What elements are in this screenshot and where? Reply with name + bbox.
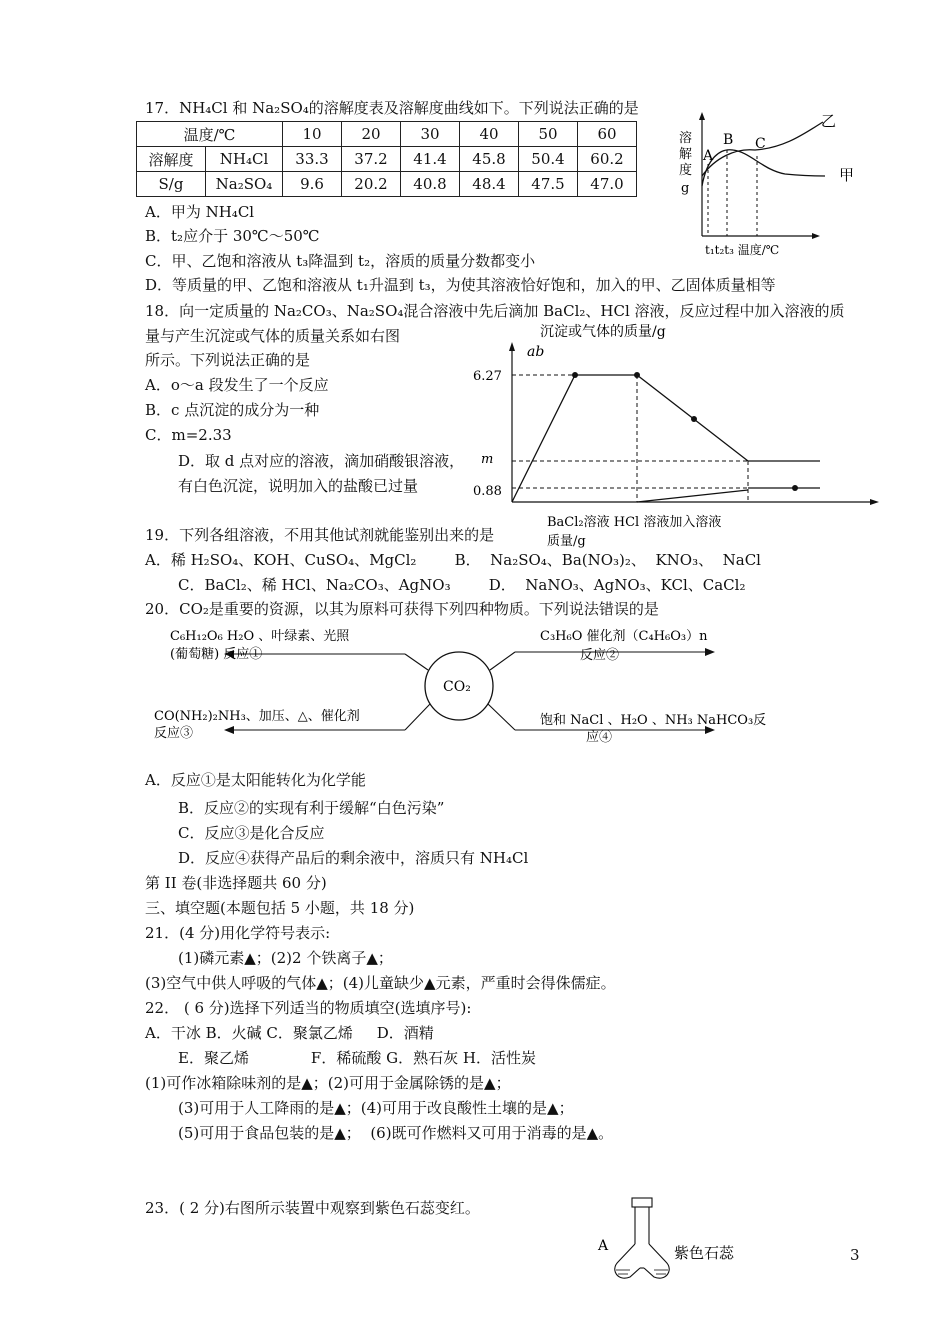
q18-option-d-1: D．取 d 点对应的溶液，滴加硝酸银溶液， — [178, 452, 465, 470]
table-temp: 30 — [401, 122, 460, 147]
y-tube-apparatus — [590, 1192, 760, 1292]
table-header-label: 温度/℃ — [137, 122, 283, 147]
q18-option-a: A．o～a 段发生了一个反应 — [145, 376, 329, 394]
solubility-table — [136, 121, 637, 197]
q18-option-d-2: 有白色沉淀，说明加入的盐酸已过量 — [178, 477, 419, 495]
q17-option-c: C．甲、乙饱和溶液从 t₃降温到 t₂，溶质的质量分数都变小 — [145, 252, 536, 270]
label-litmus: 紫色石蕊 — [674, 1244, 735, 1262]
table-temp: 10 — [283, 122, 342, 147]
q20-option-a: A．反应①是太阳能转化为化学能 — [145, 771, 366, 789]
table-temp: 20 — [342, 122, 401, 147]
page-number: 3 — [850, 1246, 860, 1264]
table-cell: 41.4 — [401, 147, 460, 172]
y-axis-label-4: g — [681, 181, 690, 196]
table-temp: 50 — [519, 122, 578, 147]
reaction-3-top: CO(NH₂)₂NH₃、加压、△、催化剂 — [154, 709, 360, 724]
table-cell: 50.4 — [519, 147, 578, 172]
table-cell: 37.2 — [342, 147, 401, 172]
reaction-2-bottom: 反应② — [580, 648, 620, 663]
q21-stem: 21．(4 分)用化学符号表示: — [145, 924, 331, 942]
table-temp: 40 — [460, 122, 519, 147]
curve-jia-label: 甲 — [839, 166, 855, 184]
table-row-name: Na₂SO₄ — [206, 172, 283, 197]
label-a: A — [598, 1238, 609, 1254]
table-cell: 20.2 — [342, 172, 401, 197]
q18-stem-3: 所示。下列说法正确的是 — [145, 351, 311, 369]
section-title: 三、填空题(本题包括 5 小题，共 18 分) — [145, 899, 415, 917]
q20-option-c: C．反应③是化合反应 — [178, 824, 325, 842]
table-cell: 45.8 — [460, 147, 519, 172]
q18-option-b: B．c 点沉淀的成分为一种 — [145, 401, 320, 419]
q22-line-3: (1)可作冰箱除味剂的是▲；(2)可用于金属除锈的是▲； — [145, 1074, 511, 1092]
q17-stem: 17．NH₄Cl 和 Na₂SO₄的溶解度表及溶解度曲线如下。下列说法正确的是 — [145, 99, 639, 117]
q18-stem-2: 量与产生沉淀或气体的质量关系如右图 — [145, 327, 401, 345]
q19-line-1: A．稀 H₂SO₄、KOH、CuSO₄、MgCl₂ B． Na₂SO₄、Ba(NO₃)₂、 KNO₃、 NaCl — [145, 551, 761, 569]
y-value-m: m — [481, 452, 494, 467]
q21-line-1: (1)磷元素▲；(2)2 个铁离子▲； — [178, 949, 393, 967]
y-axis-title: 沉淀或气体的质量/g — [540, 324, 666, 340]
q22-stem: 22． ( 6 分)选择下列适当的物质填空(选填序号): — [145, 999, 472, 1017]
y-value-6.27: 6.27 — [473, 369, 502, 384]
q22-line-2: E．聚乙烯 F．稀硫酸 G．熟石灰 H．活性炭 — [178, 1049, 536, 1067]
q17-option-d: D．等质量的甲、乙饱和溶液从 t₁升温到 t₃，为使其溶液恰好饱和，加入的甲、乙固体质量相等 — [145, 276, 776, 294]
point-c-label: C — [755, 136, 766, 152]
reaction-4-top: 饱和 NaCl 、H₂O 、NH₃ NaHCO₃反 — [540, 713, 767, 728]
q17-option-b: B．t₂应介于 30℃～50℃ — [145, 227, 320, 245]
q20-stem: 20．CO₂是重要的资源，以其为原料可获得下列四种物质。下列说法错误的是 — [145, 600, 659, 618]
reaction-3-bottom: 反应③ — [154, 726, 194, 741]
part2-title: 第 II 卷(非选择题共 60 分) — [145, 874, 327, 892]
y-value-0.88: 0.88 — [473, 484, 502, 499]
x-axis-label-1: BaCl₂溶液 HCl 溶液加入溶液 — [547, 515, 722, 530]
table-cell: 33.3 — [283, 147, 342, 172]
table-cell: 9.6 — [283, 172, 342, 197]
point-a-label: A — [703, 148, 714, 164]
x-axis-label: t₁t₂t₃ 温度/℃ — [705, 243, 780, 257]
q22-line-1: A．干冰 B．火碱 C．聚氯乙烯 D．酒精 — [145, 1024, 434, 1042]
y-axis-label-3: 度 — [679, 163, 693, 178]
curve-yi-label: 乙 — [821, 112, 837, 130]
reaction-1-top: C₆H₁₂O₆ H₂O 、叶绿素、光照 — [170, 629, 350, 644]
q17-option-a: A．甲为 NH₄Cl — [145, 203, 255, 221]
x-axis-label-2: 质量/g — [547, 534, 586, 549]
table-cell: 47.0 — [578, 172, 637, 197]
q18-stem-1: 18．向一定质量的 Na₂CO₃、Na₂SO₄混合溶液中先后滴加 BaCl₂、HCl 溶液，反应过程中加入溶液的质 — [145, 302, 845, 320]
table-cell: 47.5 — [519, 172, 578, 197]
precipitate-mass-graph — [465, 320, 885, 552]
table-row-label-2: S/g — [137, 172, 206, 197]
q19-line-2: C．BaCl₂、稀 HCl、Na₂CO₃、AgNO₃ D． NaNO₃、AgNO₃、KCl、CaCl₂ — [178, 576, 746, 594]
q23-stem: 23．( 2 分)右图所示装置中观察到紫色石蕊变红。 — [145, 1199, 480, 1217]
q20-option-b: B．反应②的实现有利于缓解“白色污染” — [178, 799, 445, 817]
y-axis-label-2: 解 — [679, 147, 693, 162]
table-cell: 60.2 — [578, 147, 637, 172]
q19-stem: 19．下列各组溶液，不用其他试剂就能鉴别出来的是 — [145, 526, 495, 544]
co2-reaction-diagram — [150, 620, 790, 750]
q18-option-c: C．m=2.33 — [145, 426, 232, 444]
q22-line-5: (5)可用于食品包装的是▲； (6)既可作燃料又可用于消毒的是▲。 — [178, 1124, 614, 1142]
table-cell: 48.4 — [460, 172, 519, 197]
reaction-2-top: C₃H₆O 催化剂（C₄H₆O₃）n — [540, 629, 708, 644]
table-cell: 40.8 — [401, 172, 460, 197]
table-temp: 60 — [578, 122, 637, 147]
reaction-1-bottom: (葡萄糖) 反应① — [170, 647, 263, 662]
reaction-4-bottom: 应④ — [586, 730, 613, 745]
co2-center: CO₂ — [443, 679, 471, 695]
q20-option-d: D．反应④获得产品后的剩余液中，溶质只有 NH₄Cl — [178, 849, 529, 867]
q21-line-2: (3)空气中供人呼吸的气体▲；(4)儿童缺少▲元素，严重时会得侏儒症。 — [145, 974, 616, 992]
point-b-label: B — [723, 132, 734, 148]
q22-line-4: (3)可用于人工降雨的是▲；(4)可用于改良酸性土壤的是▲； — [178, 1099, 574, 1117]
table-row-label-1: 溶解度 — [137, 147, 206, 172]
solubility-curve-graph — [675, 108, 860, 260]
y-axis-label-1: 溶 — [679, 131, 693, 146]
label-ab: ab — [527, 344, 545, 360]
table-row-name: NH₄Cl — [206, 147, 283, 172]
